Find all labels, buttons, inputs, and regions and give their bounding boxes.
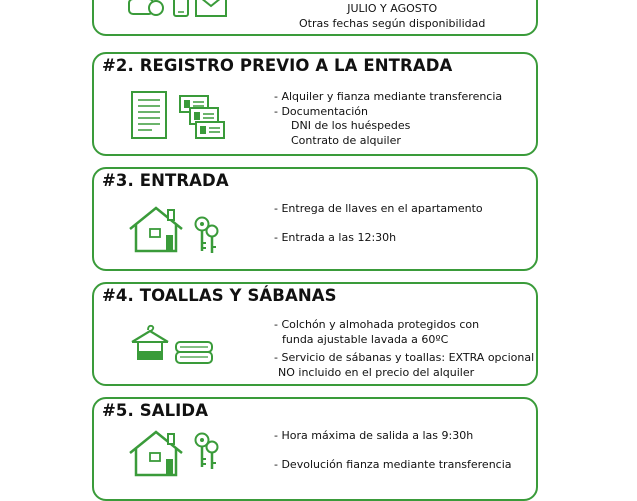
step-4-card (92, 282, 538, 386)
step-1-line: JULIO Y AGOSTO (347, 2, 438, 15)
step-2-card (92, 52, 538, 156)
step-2-title: #2. REGISTRO PREVIO A LA ENTRADA (102, 56, 453, 75)
step-2-lines (274, 90, 502, 148)
id-card-icon (178, 94, 226, 142)
keys-icon (192, 431, 220, 471)
step-3-card (92, 167, 538, 271)
mobile-icon (172, 0, 190, 18)
folded-sheets-icon (174, 340, 214, 366)
step-5-card (92, 397, 538, 501)
house-icon (128, 429, 184, 477)
step-4-lines (274, 318, 534, 380)
step-5-lines (274, 429, 512, 472)
towel-hanger-icon (130, 322, 170, 362)
step-5-line: - Hora máxima de salida a las 9:30h (274, 429, 474, 442)
step-3-lines (274, 202, 483, 245)
step-4-line: - Colchón y almohada protegidos con (274, 318, 480, 331)
step-2-line: Contrato de alquiler (291, 133, 401, 147)
step-3-title: #3. ENTRADA (102, 171, 229, 190)
step-4-line: - Servicio de sábanas y toallas: EXTRA opcional (274, 351, 535, 364)
step-3-line: - Entrada a las 12:30h (274, 230, 397, 244)
step-4-line: NO incluido en el precio del alquiler (278, 365, 475, 379)
email-icon (194, 0, 228, 18)
step-4-title: #4. TOALLAS Y SÁBANAS (102, 286, 337, 305)
step-1-line: Otras fechas según disponibilidad (299, 16, 486, 30)
step-2-line: - Documentación (274, 104, 368, 118)
step-5-line: - Devolución fianza mediante transferencia (274, 457, 512, 471)
step-1-lines (299, 2, 485, 31)
keys-icon (192, 215, 220, 255)
document-icon (130, 90, 170, 142)
step-5-title: #5. SALIDA (102, 401, 209, 420)
phone-icon (128, 0, 164, 18)
step-3-line: - Entrega de llaves en el apartamento (274, 202, 483, 215)
step-4-line: funda ajustable lavada a 60ºC (282, 332, 449, 346)
step-2-line: DNI de los huéspedes (291, 119, 411, 132)
step-2-line: - Alquiler y fianza mediante transferencia (274, 90, 503, 103)
step-1-card (92, 0, 538, 36)
house-icon (128, 205, 184, 253)
